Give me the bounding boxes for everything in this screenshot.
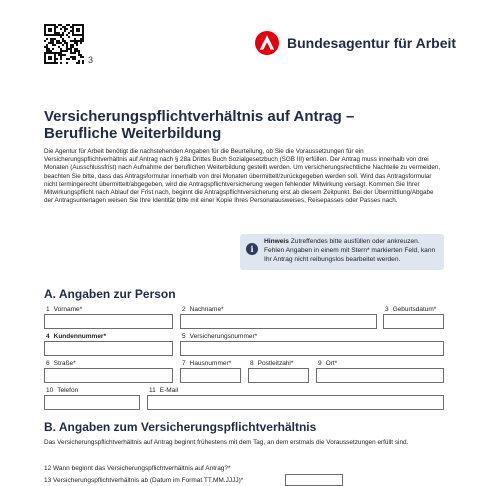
label-versicherungsnummer: 5 Versicherungsnummer* [182, 333, 258, 340]
page-title [44, 108, 444, 142]
label-telefon: 10 Telefon [46, 387, 79, 394]
geburtsdatum-input[interactable] [383, 314, 444, 329]
ort-input[interactable] [316, 368, 444, 383]
info-box [240, 234, 444, 270]
info-text: Zutreffendes bitte ausfüllen oder ankreuzen. Fehlen Angaben in einem mit Stern* markierten Feld, kann Ihr Antrag nicht reibungslos bearbeitet werden. [264, 238, 436, 263]
telefon-input[interactable] [44, 395, 140, 410]
question-12: 12 Wann beginnt das Versicherungspflichtverhältnis auf Antrag?* [44, 465, 231, 472]
label-hausnummer: 7 Hausnummer* [182, 360, 232, 367]
label-strasse: 6 Straße* [46, 360, 76, 367]
logo-text: Bundesagentur für Arbeit [287, 35, 457, 51]
intro-text: Die Agentur für Arbeit benötigt die nachstehenden Angaben für die Beurteilung, ob Sie die Voraussetzungen für ein Versicherungspflichtverhältnis auf Antrag nach § 28a Drittes Buch Sozialgesetzbuch (SGB III) erfüllen. Der Antrag muss innerhalb von drei Monaten (Ausschlussfrist) nach Aufnahme der beruflichen Weiterbildung gestellt werden. Um versicherungsrechtliche Nachteile zu vermeiden, beachten Sie bitte, dass das Antragsformular innerhalb von drei Monaten übermittelt/zurückgegeben werden soll. Wird das Antragsformular nicht termingerecht übermittelt/abgegeben, wird die Antragspflichtversicherung wegen fehlender Mitwirkung versagt. Kommen Sie Ihrer Mitwirkungspflicht nach Ablauf der Frist nach, beginnt die Antragspflichtversicherung erst ab diesem Zeitpunkt. Bei der Übermittlung/Abgabe der Antragsunterlagen weisen Sie Ihre Identität bitte mit einer Kopie Ihres Personalausweises, Reisepasses oder Passes nach. [44, 148, 441, 205]
strasse-input[interactable] [44, 368, 173, 383]
title-line-1: Versicherungspflichtverhältnis auf Antrag – [44, 108, 355, 125]
label-kundennummer: 4 Kundennummer* [46, 333, 106, 340]
label-ort: 9 Ort* [318, 360, 338, 367]
agency-logo [255, 31, 456, 55]
qr-code [44, 24, 84, 64]
kundennummer-input[interactable] [44, 341, 173, 356]
title-line-2: Berufliche Weiterbildung [44, 125, 222, 142]
ba-logo-icon [255, 31, 279, 55]
section-b-heading: B. Angaben zum Versicherungspflichtverhältnis [44, 420, 317, 434]
nachname-input[interactable] [180, 314, 377, 329]
versicherungsnummer-input[interactable] [180, 341, 444, 356]
label-postleitzahl: 8 Postleitzahl* [250, 360, 294, 367]
label-email: 11 E-Mail [149, 387, 179, 394]
section-a-heading: A. Angaben zur Person [44, 287, 176, 301]
hausnummer-input[interactable] [180, 368, 241, 383]
info-bold: Hinweis [264, 238, 289, 245]
info-icon: i [246, 243, 258, 255]
email-input[interactable] [147, 395, 444, 410]
section-b-text: Das Versicherungspflichtverhältnis auf Antrag beginnt frühestens mit dem Tag, an dem erstmals die Voraussetzungen erfüllt sind. [44, 439, 409, 446]
start-date-input[interactable] [285, 474, 343, 486]
postleitzahl-input[interactable] [248, 368, 309, 383]
label-geburtsdatum: 3 Geburtsdatum* [385, 306, 437, 313]
label-vorname: 1 Vorname* [46, 306, 83, 313]
label-nachname: 2 Nachname* [182, 306, 224, 313]
qr-number: 3 [88, 55, 94, 65]
vorname-input[interactable] [44, 314, 173, 329]
question-13: 13 Versicherungspflichtverhältnis ab (Datum im Format TT.MM.JJJJ)* [44, 477, 244, 484]
